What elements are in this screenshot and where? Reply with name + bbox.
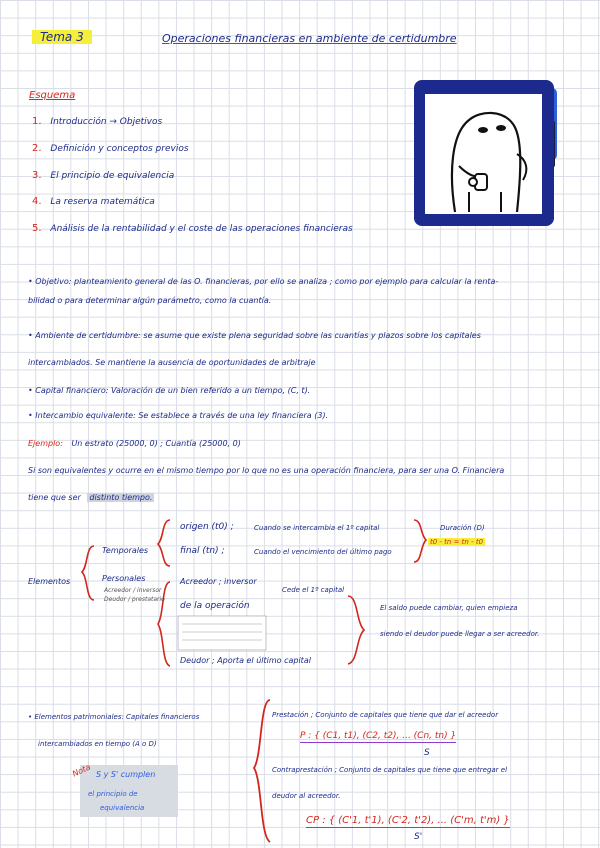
personales-sub-2: Deudor / prestatario	[104, 596, 165, 603]
capital-line: • Capital financiero: Valoración de un bien referido a un tiempo, (C, t).	[28, 386, 311, 395]
esquema-item	[32, 143, 189, 154]
equivalentes-text: tiene que ser	[28, 493, 81, 502]
objetivo-line-1: • Objetivo: planteamiento general de las O. financieras, por ello se analiza ; como por ejemplo para calcular la renta-	[28, 277, 499, 286]
duracion-formula: t0 - tn = tn - t0	[430, 538, 484, 546]
esquema-text: Introducción → Objetivos	[50, 117, 163, 127]
esquema-text: El principio de equivalencia	[50, 171, 175, 181]
ejemplo-line	[28, 439, 241, 448]
equivalentes-line-1: Si son equivalentes y ocurre en el mismo tiempo por lo que no es una operación financiera, para ser una O. Financiera	[28, 466, 505, 475]
elementos-label: Elementos	[28, 577, 71, 586]
esquema-text: La reserva matemática	[50, 197, 155, 207]
esquema-num: 4.	[32, 196, 42, 207]
page-title: Operaciones financieras en ambiente de certidumbre	[162, 32, 457, 45]
equivalentes-line-2	[28, 493, 154, 502]
de-la-operacion: de la operación	[180, 601, 250, 611]
elementos-brackets	[0, 510, 600, 680]
temporales-label: Temporales	[102, 546, 149, 555]
acreedor-desc: Cede el 1º capital	[282, 586, 345, 594]
deudor-label: Deudor ; Aporta el último capital	[180, 656, 311, 665]
origen-label: origen (t0) ;	[180, 522, 234, 532]
esquema-item	[32, 223, 353, 234]
duracion-label: Duración (D)	[440, 524, 485, 532]
patrimoniales-bracket	[250, 696, 274, 846]
prestacion-s: S	[424, 748, 430, 758]
esquema-num: 1.	[32, 116, 42, 127]
ejemplo-label: Ejemplo:	[28, 439, 63, 448]
objetivo-line-2: bilidad o para determinar algún parámetro, como la cuantía.	[28, 296, 272, 305]
note-line-2: el principio de	[88, 790, 138, 798]
contraprestacion-s: S'	[414, 832, 423, 842]
esquema-item	[32, 196, 155, 207]
patrimoniales-line-1: • Elementos patrimoniales: Capitales financieros	[28, 713, 200, 721]
origen-desc: Cuando se intercambia el 1º capital	[254, 524, 380, 532]
contraprestacion-line-1: Contraprestación ; Conjunto de capitales que tiene que entregar el	[272, 766, 508, 774]
distinto-tiempo-highlight: distinto tiempo.	[89, 493, 153, 502]
personales-sub-1: Acreedor / inversor	[104, 587, 162, 594]
ejemplo-text: Un estrato (25000, 0) ; Cuantía (25000, 0)	[71, 439, 241, 448]
note-line-3: equivalencia	[100, 804, 145, 812]
esquema-text: Análisis de la rentabilidad y el coste de las operaciones financieras	[50, 224, 353, 234]
ambiente-line-2: intercambiados. Se mantiene la ausencia de oportunidades de arbitraje	[28, 358, 316, 367]
saldo-line-1: El saldo puede cambiar, quien empieza	[380, 604, 518, 612]
tema-label: Tema 3	[32, 30, 92, 44]
esquema-item	[32, 116, 162, 127]
acreedor-label: Acreedor ; inversor	[180, 577, 257, 586]
esquema-num: 5.	[32, 223, 42, 234]
prestacion-formula: P : { (C1, t1), (C2, t2), ... (Cn, tn) }	[300, 731, 457, 741]
esquema-text: Definición y conceptos previos	[50, 144, 189, 154]
saldo-line-2: siendo el deudor puede llegar a ser acreedor.	[380, 630, 540, 638]
ambiente-line-1: • Ambiente de certidumbre: se asume que existe plena seguridad sobre las cuantías y plazos sobre los capitales	[28, 331, 481, 340]
contraprestacion-formula: CP : { (C'1, t'1), (C'2, t'2), ... (C'm, t'm) }	[306, 815, 510, 826]
blob-character-icon	[425, 94, 542, 214]
final-desc: Cuando el vencimiento del último pago	[254, 548, 392, 556]
prestacion-line: Prestación ; Conjunto de capitales que tiene que dar el acreedor	[272, 711, 499, 719]
contraprestacion-line-2: deudor al acreedor.	[272, 792, 341, 800]
clipboard-cartoon-icon	[414, 80, 554, 226]
esquema-heading: Esquema	[29, 90, 76, 101]
personales-label: Personales	[102, 574, 146, 583]
final-label: final (tn) ;	[180, 546, 225, 556]
patrimoniales-line-2: intercambiados en tiempo (A o D)	[38, 740, 157, 748]
cartoon-frame	[425, 94, 542, 214]
esquema-num: 2.	[32, 143, 42, 154]
intercambio-line: • Intercambio equivalente: Se establece a través de una ley financiera (3).	[28, 411, 329, 420]
esquema-item	[32, 170, 174, 181]
note-label: Nota	[70, 762, 92, 779]
esquema-num: 3.	[32, 170, 42, 181]
note-line-1: S y S' cumplen	[96, 770, 156, 779]
